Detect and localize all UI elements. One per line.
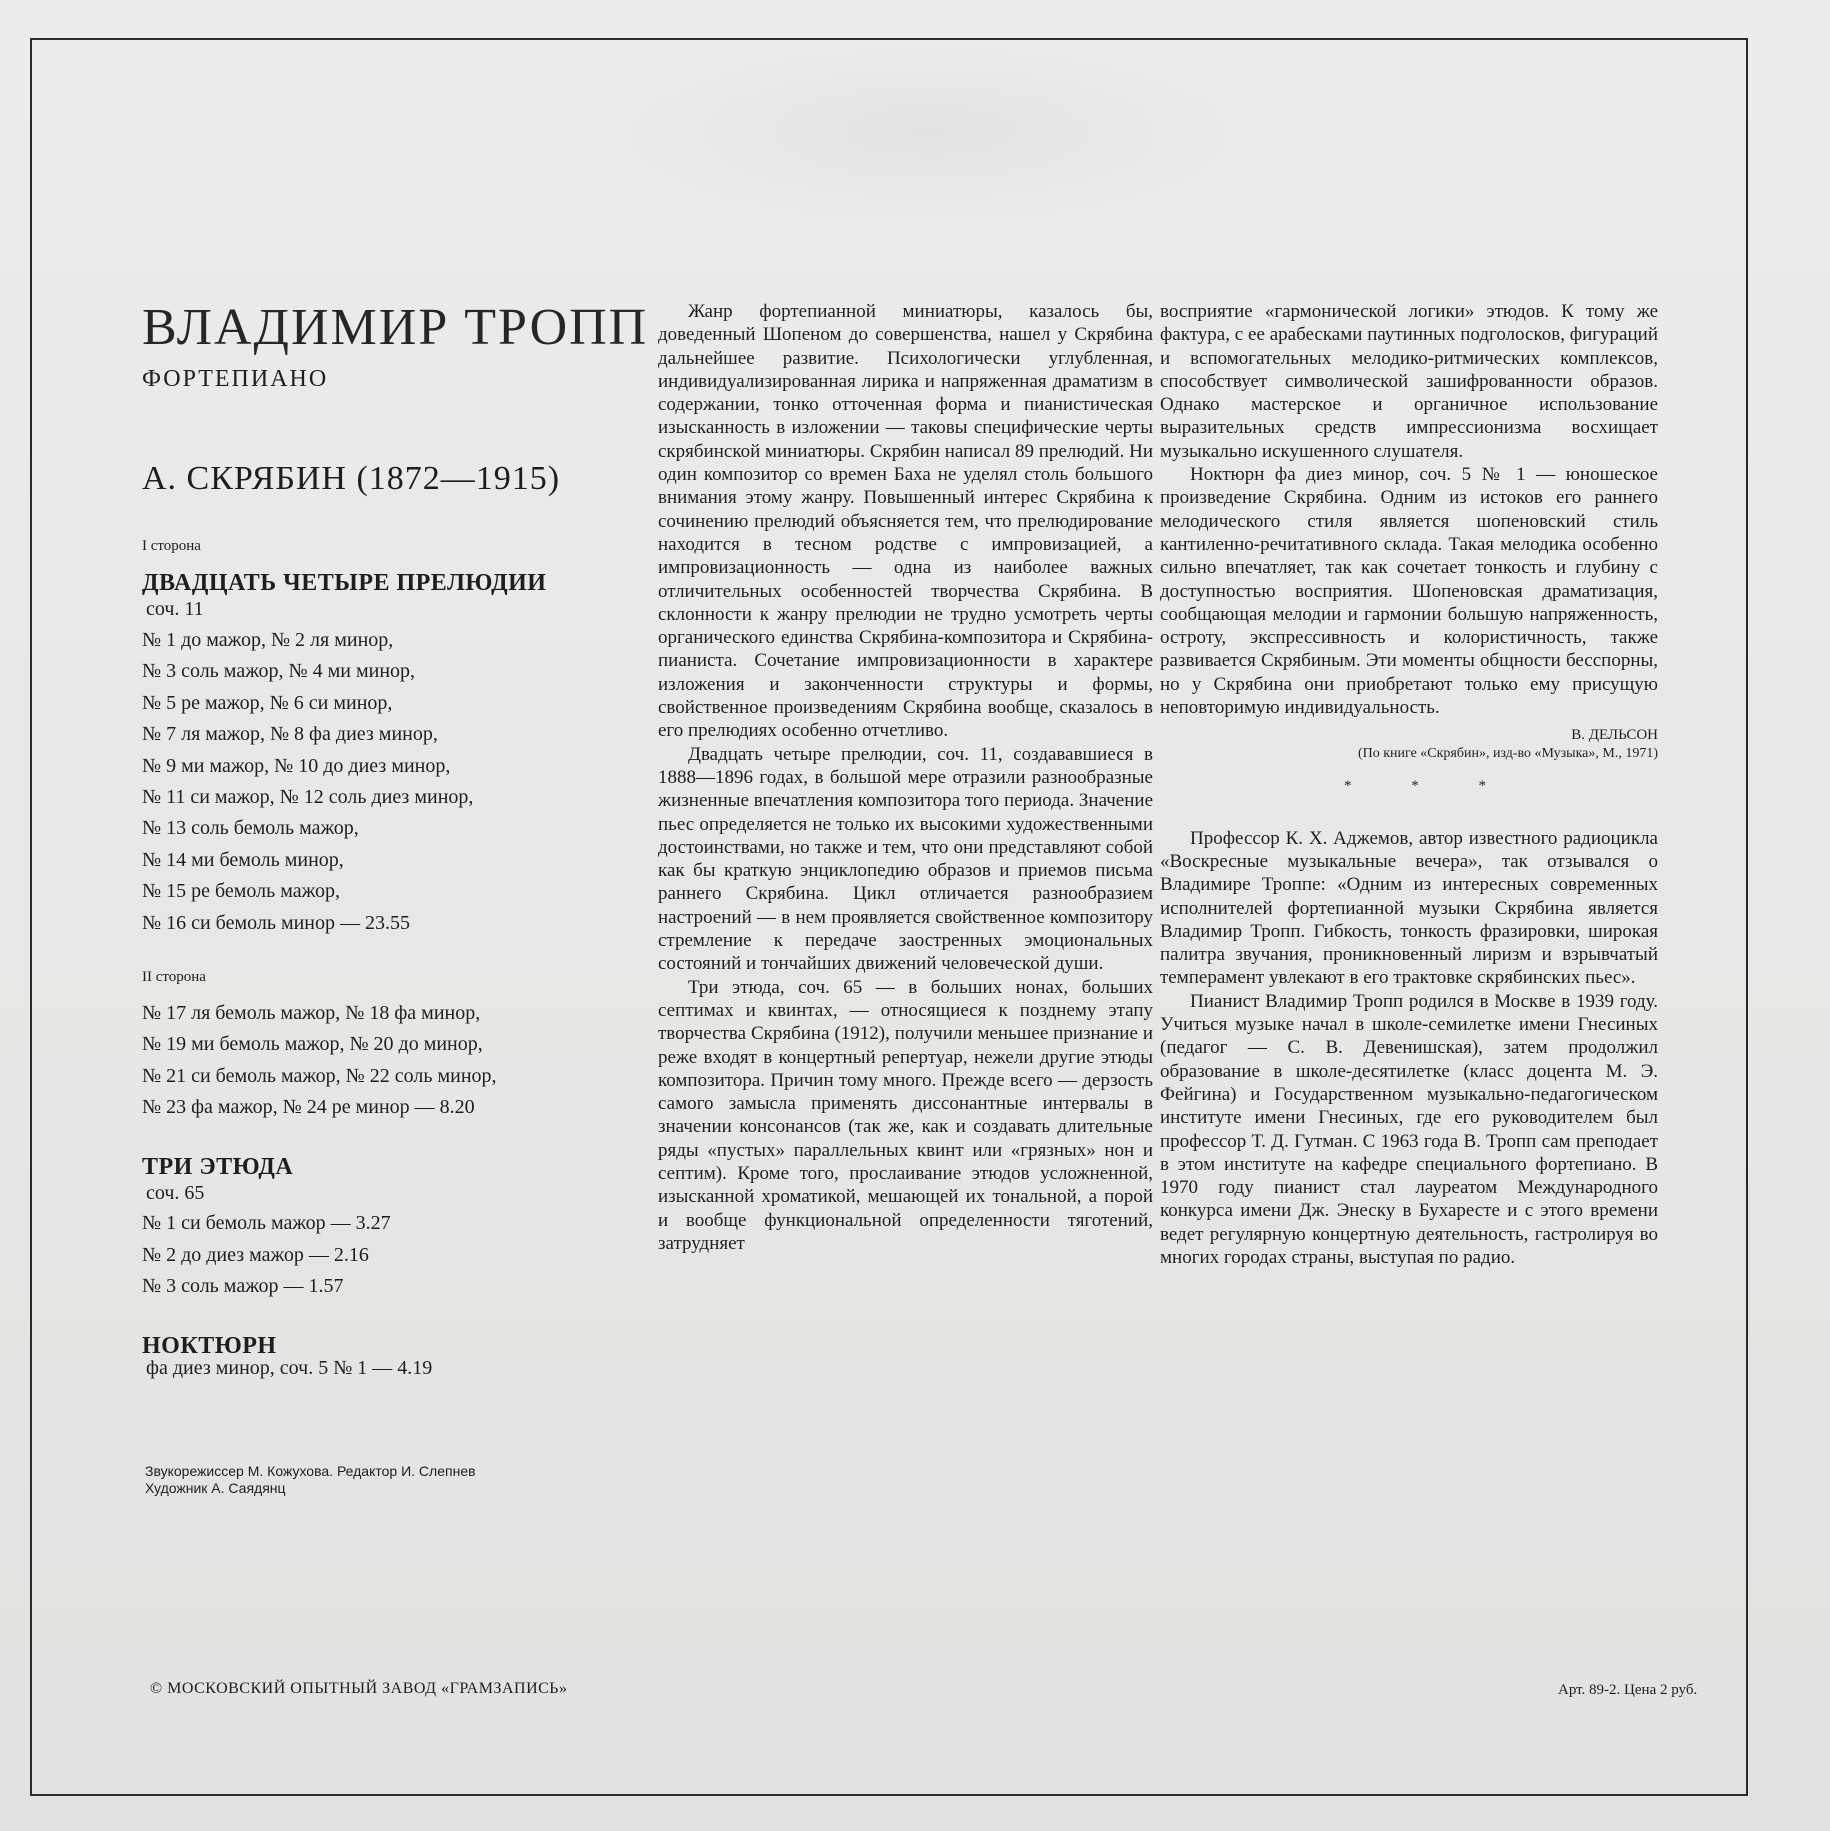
track-item: № 1 си бемоль мажор — 3.27 bbox=[142, 1212, 391, 1234]
track-item: № 21 си бемоль мажор, № 22 соль минор, bbox=[142, 1064, 497, 1087]
etudes-track-list bbox=[142, 1208, 391, 1303]
credits bbox=[145, 1463, 605, 1497]
track-item: № 15 ре бемоль мажор, bbox=[142, 880, 340, 903]
article-paragraph: Три этюда, соч. 65 — в больших нонах, больших септимах и квинтах, — относящиеся к позднему этапу творчества Скрябина (1912), получили меньшее признание и реже входят в концертный репертуар, нежели другие этюды композитора. Причин тому много. Прежде всего — дерзость самого замысла применять диссонантные интервалы в значении консонансов (так же, как и создавать длительные ряды «пустых» параллельных квинт или «грязных» нон и септим). Кроме того, прослаивание этюдов усложненной, изысканной хроматикой, мешающей их тональной, а порой и вообще функциональной определенности тяготений, затрудняет bbox=[658, 976, 1153, 1254]
side-1-label: I сторона bbox=[142, 538, 201, 554]
article-paragraph: Ноктюрн фа диез минор, соч. 5 № 1 — юношеское произведение Скрябина. Одним из истоков его раннего мелодического стиля является шопеновский стиль кантиленно-речитативного склада. Такая мелодика особенно сильно впечатляет, так как сочетает тонкость и глубину с доступностью восприятия. Шопеновская драматизация, сообщающая мелодии и гармонии большую напряженность, остроту, экспрессивность и колористичность, также развивается Скрябиным. Эти моменты общности бесспорны, но у Скрябина они приобретают только ему присущую неповторимую индивидуальность. bbox=[1160, 464, 1658, 719]
side-2-track-list bbox=[142, 998, 497, 1124]
article-column-middle bbox=[658, 300, 1153, 1255]
nocturne-subtitle: фа диез минор, соч. 5 № 1 — 4.19 bbox=[146, 1357, 433, 1379]
publisher-line: © МОСКОВСКИЙ ОПЫТНЫЙ ЗАВОД «ГРАМЗАПИСЬ» bbox=[150, 1680, 568, 1697]
article-column-right bbox=[1160, 300, 1658, 1269]
artist-name: ВЛАДИМИР ТРОПП bbox=[142, 299, 649, 356]
article-paragraph: восприятие «гармонической логики» этюдов. К тому же фактура, с ее арабесками паутинных подголосков, фигураций и вспомогательных мелодико-ритмических комплексов, способствует символической зашифрованности образов. Однако мастерское и органичное использование выразительных средств импрессионизма восхищает музыкально искушенного слушателя. bbox=[1160, 301, 1658, 462]
etudes-title: ТРИ ЭТЮДА bbox=[142, 1154, 294, 1180]
section-separator: * * * bbox=[1344, 778, 1514, 795]
track-item: № 16 си бемоль минор — 23.55 bbox=[142, 911, 411, 934]
article-author: В. ДЕЛЬСОН bbox=[1571, 727, 1658, 744]
track-item: № 13 соль бемоль мажор, bbox=[142, 817, 359, 840]
track-item: № 14 ми бемоль минор, bbox=[142, 848, 344, 871]
track-item: № 19 ми бемоль мажор, № 20 до минор, bbox=[142, 1033, 483, 1056]
etudes-opus: соч. 65 bbox=[146, 1182, 205, 1204]
nocturne-title: НОКТЮРН bbox=[142, 1333, 277, 1359]
composer: А. СКРЯБИН (1872—1915) bbox=[142, 460, 561, 497]
preludes-title: ДВАДЦАТЬ ЧЕТЫРЕ ПРЕЛЮДИИ bbox=[142, 570, 547, 596]
track-item: № 3 соль мажор — 1.57 bbox=[142, 1275, 344, 1297]
track-item: № 1 до мажор, № 2 ля минор, bbox=[142, 629, 394, 651]
article-paragraph: Двадцать четыре прелюдии, соч. 11, создававшиеся в 1888—1896 годах, в большой мере отразили разнообразные жизненные впечатления композитора того периода. Значение пьес определяется не только их высокими художественными достоинствами, но также и тем, что они представляют собой как бы краткую энциклопедию образов и приемов письма раннего Скрябина. Цикл отличается разнообразием настроений — в нем проявляется свойственное композитору стремление к передаче заостренных эмоциональных состояний и тончайших движений человеческой души. bbox=[658, 743, 1153, 975]
track-item: № 5 ре мажор, № 6 си минор, bbox=[142, 691, 393, 714]
article-source: (По книге «Скрябин», изд-во «Музыка», М., 1971) bbox=[1357, 746, 1658, 762]
track-item: № 3 соль мажор, № 4 ми минор, bbox=[142, 660, 416, 683]
track-item: № 9 ми мажор, № 10 до диез минор, bbox=[142, 754, 451, 777]
instrument: ФОРТЕПИАНО bbox=[142, 366, 329, 392]
credits-line: Звукорежиссер М. Кожухова. Редактор И. Слепнев bbox=[145, 1463, 476, 1479]
track-item: № 11 си мажор, № 12 соль диез минор, bbox=[142, 785, 474, 808]
article-paragraph: Профессор К. Х. Аджемов, автор известного радиоцикла «Воскресные музыкальные вечера», так отзывался о Владимире Троппе: «Одним из интересных современных исполнителей фортепианной музыки Скрябина является Владимир Тропп. Гибкость, тонкость фразировки, широкая палитра звучания, проникновенный лиризм и взрывчатый темперамент увлекают в его трактовке скрябинских пьес». bbox=[1160, 827, 1658, 989]
track-item: № 2 до диез мажор — 2.16 bbox=[142, 1243, 369, 1266]
preludes-opus: соч. 11 bbox=[146, 598, 204, 620]
track-item: № 17 ля бемоль мажор, № 18 фа минор, bbox=[142, 1002, 481, 1024]
article-paragraph: Пианист Владимир Тропп родился в Москве в 1939 году. Учиться музыке начал в школе-семилетке имени Гнесиных (педагог — С. В. Девенишская), затем продолжил образование в школе-десятилетке (класс доцента М. Э. Фейгина) и Государственном музыкально-педагогическом институте имени Гнесиных, где его руководителем был профессор Т. Д. Гутман. С 1963 года В. Тропп сам преподает в этом институте на кафедре специального фортепиано. В 1970 году пианист стал лауреатом Международного конкурса имени Дж. Энеску в Бухаресте и с этого времени ведет регулярную концертную деятельность, гастролируя во многих городах страны, выступая по радио. bbox=[1160, 990, 1658, 1268]
catalog-price: Арт. 89-2. Цена 2 руб. bbox=[1558, 1682, 1698, 1698]
credits-line: Художник А. Саядянц bbox=[145, 1480, 286, 1496]
side-2-label: II сторона bbox=[142, 969, 206, 985]
article-paragraph: Жанр фортепианной миниатюры, казалось бы, доведенный Шопеном до совершенства, нашел у Скрябина дальнейшее развитие. Психологически углубленная, индивидуализированная лирика и напряженная драматизм в содержании, тонко отточенная форма и пианистическая изысканность в изложении — таковы специфические черты скрябинской миниатюры. Скрябин написал 89 прелюдий. Ни один композитор со времен Баха не уделял столь большого внимания этому жанру. Повышенный интерес Скрябина к сочинению прелюдий объясняется тем, что прелюдирование находится в тесном родстве с импровизацией, а импровизационность — одна из наиболее важных отличительных особенностей творчества Скрябина. В склонности к жанру прелюдии не трудно усмотреть черты органического единства Скрябина-композитора и Скрябина-пианиста. Сочетание импровизационности в характере изложения и законченности структуры и формы, свойственное произведениям Скрябина вообще, сказалось в его прелюдиях особенно отчетливо. bbox=[658, 301, 1153, 742]
track-item: № 23 фа мажор, № 24 ре минор — 8.20 bbox=[142, 1096, 475, 1119]
track-item: № 7 ля мажор, № 8 фа диез минор, bbox=[142, 723, 438, 746]
side-1-track-list bbox=[142, 625, 473, 939]
